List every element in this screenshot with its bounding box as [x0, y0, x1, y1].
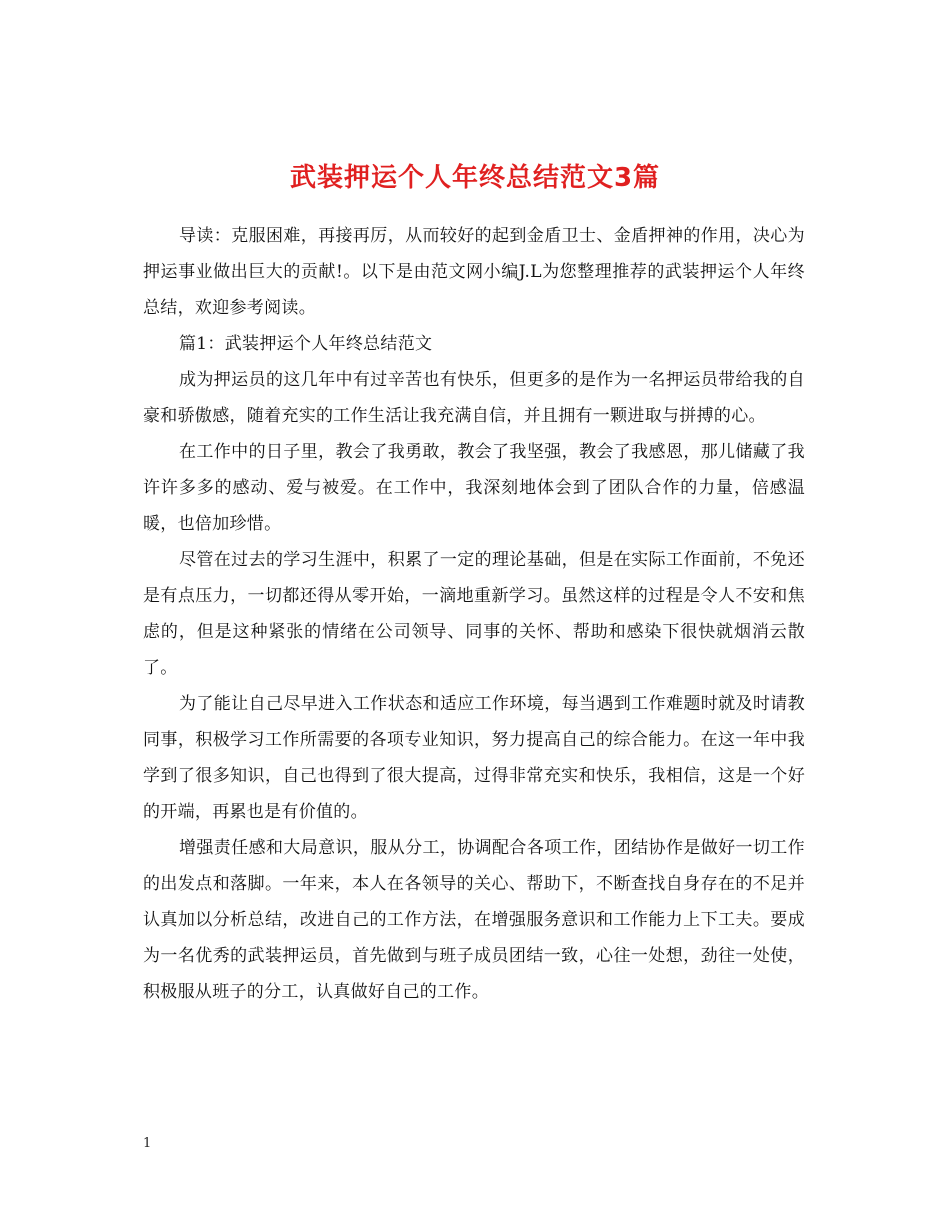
body-paragraph: 增强责任感和大局意识，服从分工，协调配合各项工作，团结协作是做好一切工作的出发点和落脚。一年来，本人在各领导的关心、帮助下，不断查找自身存在的不足并认真加以分析总结，改进自己的工作方法，在增强服务意识和工作能力上下工夫。要成为一名优秀的武装押运员，首先做到与班子成员团结一致，心往一处想，劲往一处使，积极服从班子的分工，认真做好自己的工作。	[143, 838, 805, 1002]
body-paragraph: 成为押运员的这几年中有过辛苦也有快乐，但更多的是作为一名押运员带给我的自豪和骄傲感，随着充实的工作生活让我充满自信，并且拥有一颗进取与拼搏的心。	[143, 370, 805, 426]
intro-paragraph: 导读：克服困难，再接再厉，从而较好的起到金盾卫士、金盾押神的作用，决心为押运事业做出巨大的贡献!。以下是由范文网小编J.L为您整理推荐的武装押运个人年终总结，欢迎参考阅读。	[143, 226, 805, 318]
document-body	[143, 218, 805, 1010]
page-number: 1	[143, 1136, 152, 1151]
section-heading: 篇1：武装押运个人年终总结范文	[179, 334, 433, 354]
body-paragraph: 为了能让自己尽早进入工作状态和适应工作环境，每当遇到工作难题时就及时请教同事，积极学习工作所需要的各项专业知识，努力提高自己的综合能力。在这一年中我学到了很多知识，自己也得到了很大提高，过得非常充实和快乐，我相信，这是一个好的开端，再累也是有价值的。	[143, 694, 805, 822]
body-paragraph: 在工作中的日子里，教会了我勇敢，教会了我坚强，教会了我感恩，那儿储藏了我许许多多的感动、爱与被爱。在工作中，我深刻地体会到了团队合作的力量，倍感温暖，也倍加珍惜。	[143, 442, 805, 534]
document-title: 武装押运个人年终总结范文3篇	[289, 163, 661, 194]
body-paragraph: 尽管在过去的学习生涯中，积累了一定的理论基础，但是在实际工作面前，不免还是有点压力，一切都还得从零开始，一滴地重新学习。虽然这样的过程是令人不安和焦虑的，但是这种紧张的情绪在公司领导、同事的关怀、帮助和感染下很快就烟消云散了。	[143, 550, 805, 678]
